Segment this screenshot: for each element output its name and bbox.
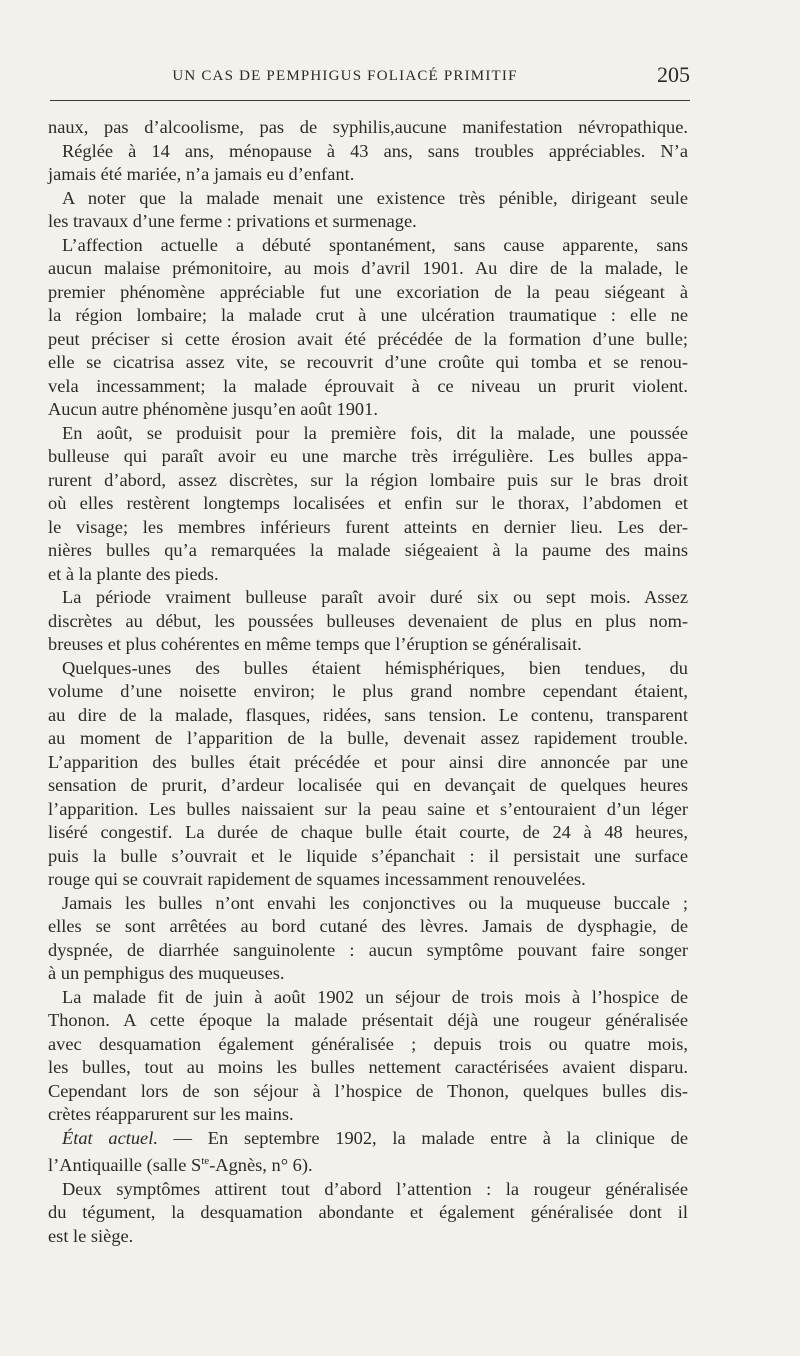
header-rule — [50, 100, 690, 101]
ward-suffix: -Agnès, n° 6). — [209, 1155, 313, 1176]
text-line: aucun malaise prémonitoire, au mois d’avril 1901. Au dire de la malade, le — [48, 258, 688, 278]
etat-actuel-label: État actuel. — [62, 1127, 158, 1148]
text-line: jamais été mariée, n’a jamais eu d’enfant. — [48, 164, 355, 184]
text-line: discrètes au début, les poussées bulleuses devenaient de plus en plus nom- — [48, 610, 688, 631]
text-line: dyspnée, de diarrhée sanguinolente : aucun symptôme pouvant faire songer — [48, 939, 688, 960]
text-line: où elles restèrent longtemps localisées et enfin sur le thorax, l’abdomen et — [48, 493, 688, 513]
text-line: les bulles, tout au moins les bulles nettement caractérisées avaient disparu. — [48, 1057, 688, 1077]
text-line: naux, pas d’alcoolisme, pas de syphilis,aucune manifestation névropathique. — [48, 117, 688, 137]
text-line: Aucun autre phénomène jusqu’en août 1901. — [48, 399, 378, 419]
etat-actuel-line-2 — [48, 1150, 688, 1178]
text-line: l’apparition. Les bulles naissaient sur la peau saine et s’entouraient d’un léger — [48, 798, 688, 819]
ward-superscript: te — [201, 1155, 210, 1167]
text-line: L’apparition des bulles était précédée et pour ainsi dire annoncée par une — [48, 751, 688, 772]
text-line: puis la bulle s’ouvrait et le liquide s’épanchait : il persistait une surface — [48, 845, 688, 866]
text-line: En août, se produisit pour la première fois, dit la malade, une poussée — [62, 422, 688, 443]
ward-prefix: l’Antiquaille (salle S — [48, 1155, 202, 1176]
text-line: Réglée à 14 ans, ménopause à 43 ans, sans troubles appréciables. N’a — [62, 140, 688, 161]
text-line: Cependant lors de son séjour à l’hospice de Thonon, quelques bulles dis- — [48, 1080, 688, 1101]
text-line: Deux symptômes attirent tout d’abord l’attention : la rougeur généralisée — [62, 1178, 688, 1199]
text-line: nières bulles qu’a remarquées la malade siégeaient à la paume des mains — [48, 540, 688, 560]
text-line: Jamais les bulles n’ont envahi les conjonctives ou la muqueuse buccale ; — [62, 892, 688, 913]
text-line: au moment de l’apparition de la bulle, devenait assez rapidement trouble. — [48, 728, 688, 748]
text-line: crètes réapparurent sur les mains. — [48, 1104, 294, 1124]
text-line: Thonon. A cette époque la malade présentait déjà une rougeur généralisée — [48, 1010, 688, 1030]
text-line: avec desquamation également généralisée ; depuis trois ou quatre mois, — [48, 1033, 688, 1054]
running-title: UN CAS DE PEMPHIGUS FOLIACÉ PRIMITIF — [172, 68, 518, 84]
text-line: A noter que la malade menait une existence très pénible, dirigeant seule — [62, 187, 688, 208]
text-line: liséré congestif. La durée de chaque bulle était courte, de 24 à 48 heures, — [48, 822, 688, 842]
text-line: à un pemphigus des muqueuses. — [48, 963, 285, 983]
page-header — [50, 58, 690, 98]
text-line: du tégument, la desquamation abondante et également généralisée dont il — [48, 1202, 688, 1223]
text-line: le visage; les membres inférieurs furent atteints en dernier lieu. Les der- — [48, 516, 688, 537]
text-line: rurent d’abord, assez discrètes, sur la région lombaire puis sur le bras droit — [48, 469, 688, 490]
etat-actuel-line — [48, 1127, 688, 1151]
text-line: vela incessamment; la malade éprouvait à ce niveau un prurit violent. — [48, 375, 688, 396]
text-line: L’affection actuelle a débuté spontanément, sans cause apparente, sans — [62, 234, 688, 255]
text-line: la région lombaire; la malade crut à une ulcération traumatique : elle ne — [48, 305, 688, 325]
body-text — [48, 116, 688, 1248]
text-line: et à la plante des pieds. — [48, 563, 219, 584]
text-line: est le siège. — [48, 1225, 134, 1246]
text-line: peut préciser si cette érosion avait été précédée de la formation d’une bulle; — [48, 328, 688, 349]
text-line: La malade fit de juin à août 1902 un séjour de trois mois à l’hospice de — [62, 986, 688, 1007]
text-line: sensation de prurit, d’ardeur localisée qui en devançait de quelques heures — [48, 775, 688, 795]
text-line: volume d’une noisette environ; le plus grand nombre cependant étaient, — [48, 681, 688, 701]
etat-actuel-text: — En septembre 1902, la malade entre à la clinique de — [157, 1127, 688, 1148]
text-line: elles se sont arrêtées au bord cutané des lèvres. Jamais de dysphagie, de — [48, 916, 688, 936]
page-number: 205 — [657, 62, 690, 87]
text-line: breuses et plus cohérentes en même temps que l’éruption se généralisait. — [48, 634, 582, 654]
text-line: bulleuse qui paraît avoir eu une marche très irrégulière. Les bulles appa- — [48, 446, 688, 466]
text-line: elle se cicatrisa assez vite, se recouvrit d’une croûte qui tomba et se renou- — [48, 352, 688, 372]
text-line: Quelques-unes des bulles étaient hémisphériques, bien tendues, du — [62, 657, 688, 678]
text-line: rouge qui se couvrait rapidement de squames incessamment renouvelées. — [48, 869, 586, 889]
text-line: les travaux d’une ferme : privations et surmenage. — [48, 211, 417, 231]
text-line: premier phénomène appréciable fut une excoriation de la peau siégeant à — [48, 281, 688, 302]
text-line: La période vraiment bulleuse paraît avoir duré six ou sept mois. Assez — [62, 587, 688, 607]
text-line: au dire de la malade, flasques, ridées, sans tension. Le contenu, transparent — [48, 704, 688, 725]
